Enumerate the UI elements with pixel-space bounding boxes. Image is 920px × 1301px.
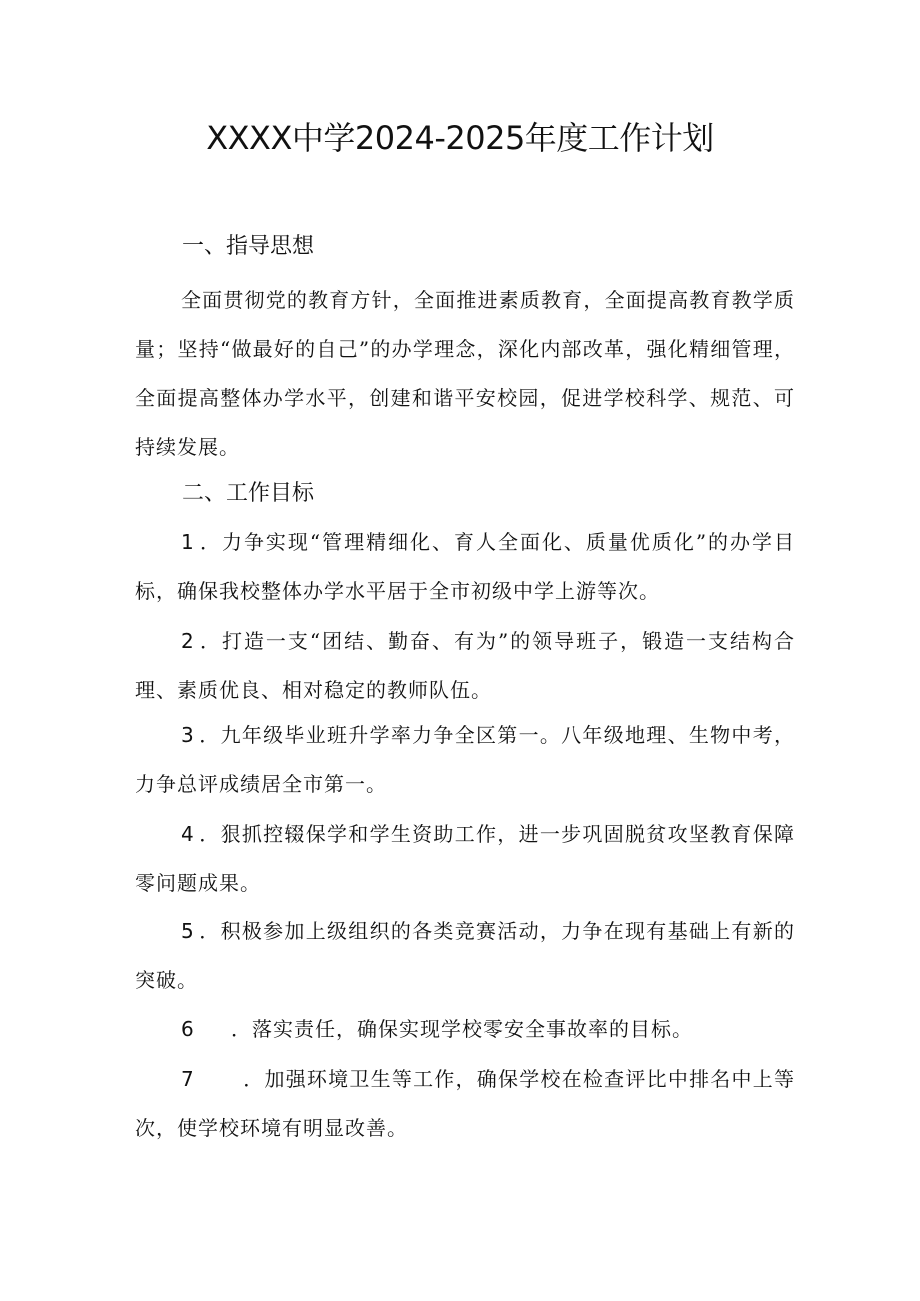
goal-number: 2 xyxy=(181,629,195,653)
document-title: XXXX中学2024-2025年度工作计划 xyxy=(206,119,714,157)
goal-item-2 xyxy=(135,617,795,715)
section-heading-work-goals: 二、工作目标 xyxy=(182,481,315,506)
goal-text: ．落实责任，确保实现学校零安全事故率的目标。 xyxy=(231,1017,693,1041)
section-heading-guiding-ideology: 一、指导思想 xyxy=(182,234,315,259)
goal-text: ．积极参加上级组织的各类竞赛活动，力争在现有基础上有新的突破。 xyxy=(135,919,795,992)
guiding-ideology-paragraph: 全面贯彻党的教育方针，全面推进素质教育，全面提高教育教学质量；坚持“做最好的自己”的办学理念，深化内部改革，强化精细管理，全面提高整体办学水平，创建和谐平安校园，促进学校科学、规范、可持续发展。 xyxy=(135,288,795,459)
goal-number: 1 xyxy=(181,530,195,554)
goal-text: ．力争实现“管理精细化、育人全面化、质量优质化”的办学目标，确保我校整体办学水平居于全市初级中学上游等次。 xyxy=(135,530,795,603)
goal-text: ．加强环境卫生等工作，确保学校在检查评比中排名中上等次，使学校环境有明显改善。 xyxy=(135,1067,795,1140)
goal-number: 7 xyxy=(181,1067,195,1091)
goal-item-4 xyxy=(135,810,795,908)
goal-item-3 xyxy=(135,711,795,809)
goal-number: 3 xyxy=(181,723,195,747)
goal-item-1 xyxy=(135,518,795,616)
goal-text: ．打造一支“团结、勤奋、有为”的领导班子，锻造一支结构合理、素质优良、相对稳定的教师队伍。 xyxy=(135,629,795,702)
goal-item-7 xyxy=(135,1055,795,1153)
goal-number: 5 xyxy=(181,919,195,943)
goal-text: ．狠抓控辍保学和学生资助工作，进一步巩固脱贫攻坚教育保障零问题成果。 xyxy=(135,822,795,895)
goal-number: 4 xyxy=(181,822,195,846)
goal-number: 6 xyxy=(181,1017,195,1041)
goal-text: ．九年级毕业班升学率力争全区第一。八年级地理、生物中考，力争总评成绩居全市第一。 xyxy=(135,723,795,796)
goal-item-5 xyxy=(135,907,795,1005)
goal-item-6 xyxy=(135,1005,795,1054)
